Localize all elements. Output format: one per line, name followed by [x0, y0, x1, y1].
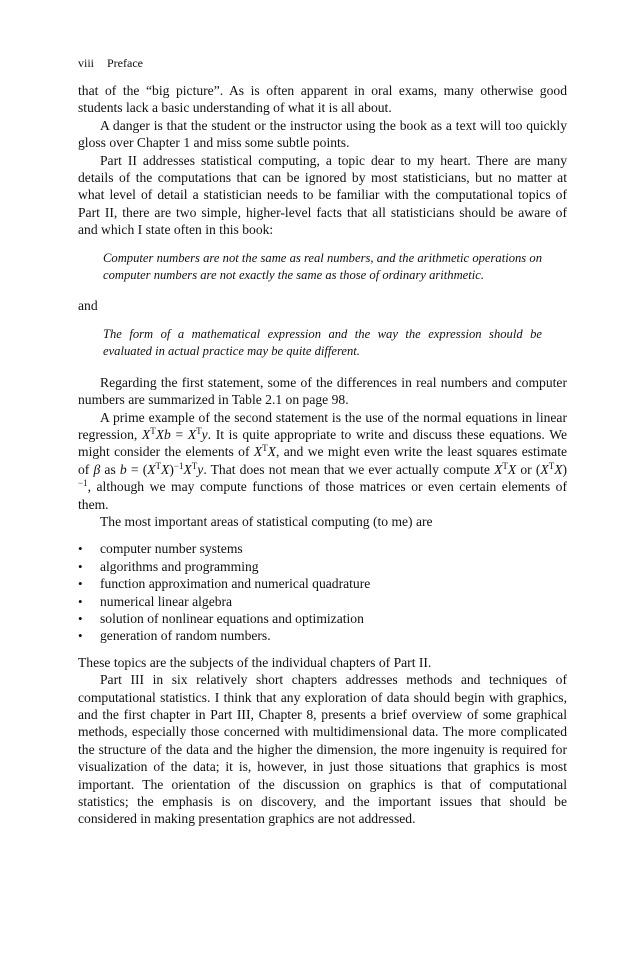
paragraph: These topics are the subjects of the individual chapters of Part II. [78, 654, 432, 670]
list-item: • numerical linear algebra [78, 593, 233, 609]
bullet-list [78, 540, 567, 644]
quote-computer-numbers: Computer numbers are not the same as real numbers, and the arithmetic operations on computer numbers are not exactly the same as those of ordinary arithmetic. [103, 250, 542, 283]
list-item: • generation of random numbers. [78, 628, 271, 644]
page-number: viii [78, 56, 95, 70]
paragraph-normal-equations: A prime example of the second statement is the use of the normal equations in linear regression, $X^TXb = X^Ty$. It is quite appropriate to write and discuss these equations. We might consider the elements of $X^TX$, and we might even write the least squares estimate of β as $b = (X^TX)^{-1}X^Ty$. That does not mean that we ever actually compute $X^TX$ or $(X^TX)^{-1}$, although we may compute functions of those matrices or even certain elements of them. [78, 409, 568, 512]
paragraph: Part III in six relatively short chapters addresses methods and techniques of computational statistics. I think that any exploration of data should begin with graphics, and the first chapter in Part III, Chapter 8, presents a brief overview of some graphical methods, especially those concerned with multidimensional data. The more complicated the structure of the data and the higher the dimension, the more ingenuity is required for visualization of the data; it is, however, in just those situations that graphics is most important. The orientation of the discussion on graphics is that of computational statistics; the emphasis is on discovery, and the important issues that should be considered in making presentation graphics are not addressed. [78, 672, 567, 827]
expr-xtx: $X^TX$ [253, 443, 276, 460]
running-header [78, 56, 143, 70]
paragraph: The most important areas of statistical computing (to me) are [100, 513, 433, 529]
equation-normal: $X^TXb = X^Ty$ [141, 425, 208, 442]
bullet-icon: • [78, 558, 83, 574]
connector-text: and [78, 298, 98, 314]
paragraph: that of the “big picture”. As is often apparent in oral exams, many otherwise good students lack a basic understanding of what it is all about. [78, 83, 567, 116]
list-item: • function approximation and numerical quadrature [78, 576, 371, 592]
bullet-icon: • [78, 541, 83, 557]
paragraph: Regarding the first statement, some of the differences in real numbers and computer numbers are summarized in Table 2.1 on page 98. [78, 374, 567, 408]
bullet-icon: • [78, 593, 83, 609]
expr-xtx-inverse: $(X^TX)^{-1}$ [78, 460, 568, 489]
bullet-icon: • [78, 628, 83, 644]
page-body [78, 82, 567, 828]
section-title: Preface [107, 56, 143, 70]
list-item: • algorithms and programming [78, 558, 259, 574]
paragraph: A danger is that the student or the instructor using the book as a text will too quickly gloss over Chapter 1 and miss some subtle points. [78, 117, 567, 151]
bullet-icon: • [78, 610, 83, 626]
beta-symbol: β [93, 461, 101, 477]
bullet-icon: • [78, 576, 83, 592]
quote-mathematical-expression: The form of a mathematical expression and the way the expression should be evaluated in actual practice may be quite different. [103, 326, 542, 359]
list-item: • computer number systems [78, 541, 243, 557]
paragraph: Part II addresses statistical computing, a topic dear to my heart. There are many details of the computations that can be ignored by most statisticians, but no matter at what level of detail a statistician needs to be familiar with the computational topics of Part II, there are two simple, higher-level facts that all statisticians should be aware of and which I state often in this book: [78, 152, 567, 238]
list-item: • solution of nonlinear equations and optimization [78, 610, 364, 626]
expr-xtx: $X^TX$ [494, 460, 517, 477]
equation-least-squares: $b = (X^TX)^{-1}X^Ty$ [119, 460, 204, 477]
